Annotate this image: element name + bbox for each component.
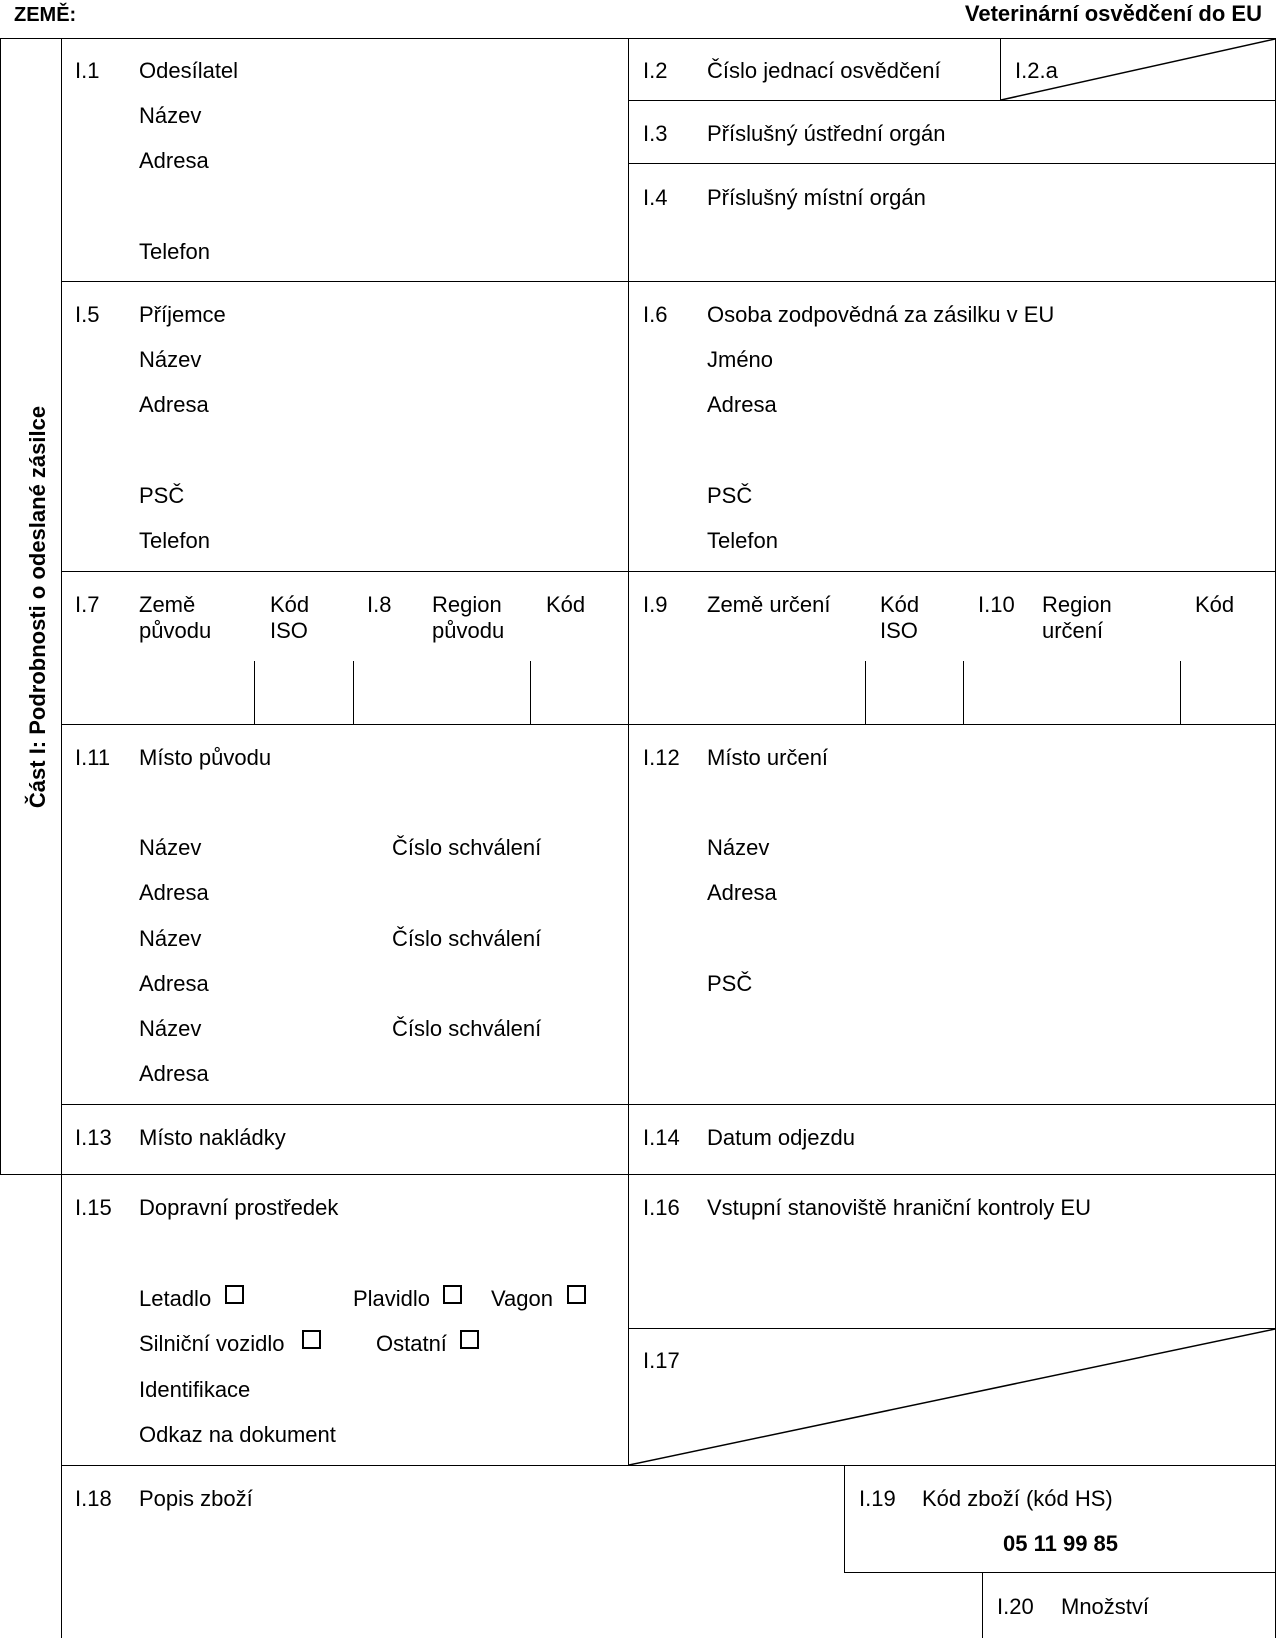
i4-number: I.4 (643, 185, 668, 210)
transport-option-other-label: Ostatní (376, 1331, 447, 1356)
i10-number: I.10 (978, 592, 1015, 617)
i7-label-line1: Země (139, 592, 196, 617)
i11-address-1[interactable]: Adresa (139, 880, 209, 905)
i12-label: Místo určení (707, 745, 829, 770)
i10-label-line1: Region (1042, 592, 1112, 617)
i12-address[interactable]: Adresa (707, 880, 777, 905)
i7-code-line2: ISO (270, 618, 308, 643)
i10-code: Kód (1195, 592, 1235, 617)
i4-label[interactable]: Příslušný místní orgán (707, 185, 926, 210)
i17-diagonal (629, 1329, 1275, 1465)
i2-number: I.2 (643, 58, 668, 83)
transport-option-vessel-checkbox[interactable] (443, 1285, 462, 1304)
certificate-title: Veterinární osvědčení do EU (964, 1, 1262, 26)
transport-option-aircraft-label: Letadlo (139, 1286, 212, 1311)
i8-label-line1: Region (432, 592, 502, 617)
i6-name[interactable]: Jméno (707, 347, 774, 372)
i9-code-line2: ISO (880, 618, 918, 643)
i6-label: Osoba zodpovědná za zásilku v EU (707, 302, 1055, 327)
i5-label: Příjemce (139, 302, 226, 327)
i11-name-2[interactable]: Název (139, 926, 202, 951)
i11-number: I.11 (75, 745, 111, 770)
i11-name-3[interactable]: Název (139, 1016, 202, 1041)
i13-number: I.13 (75, 1125, 112, 1150)
i20-label[interactable]: Množství (1061, 1594, 1150, 1619)
i5-name[interactable]: Název (139, 347, 202, 372)
i16-number: I.16 (643, 1195, 680, 1220)
i10-label-line2: určení (1042, 618, 1104, 643)
i19-label: Kód zboží (kód HS) (922, 1486, 1113, 1511)
i2-label[interactable]: Číslo jednací osvědčení (707, 58, 941, 83)
i8-number: I.8 (367, 592, 392, 617)
i14-label[interactable]: Datum odjezdu (707, 1125, 855, 1150)
i14-number: I.14 (643, 1125, 680, 1150)
i19-hs-code-value: 05 11 99 85 (1003, 1531, 1119, 1556)
i3-label[interactable]: Příslušný ústřední orgán (707, 121, 946, 146)
i5-postcode[interactable]: PSČ (139, 483, 185, 508)
transport-option-vessel-label: Plavidlo (353, 1286, 431, 1311)
i1-label: Odesílatel (139, 58, 239, 83)
i9-label: Země určení (707, 592, 831, 617)
i5-number: I.5 (75, 302, 100, 327)
transport-option-aircraft-checkbox[interactable] (225, 1285, 244, 1304)
transport-option-road-label: Silniční vozidlo (139, 1331, 285, 1356)
i17-number: I.17 (643, 1348, 680, 1373)
i11-name-1[interactable]: Název (139, 835, 202, 860)
i7-code-line1: Kód (270, 592, 310, 617)
i11-address-2[interactable]: Adresa (139, 971, 209, 996)
transport-option-wagon-label: Vagon (491, 1286, 553, 1311)
i11-approval-1[interactable]: Číslo schválení (392, 835, 542, 860)
i9-code-line1: Kód (880, 592, 920, 617)
i5-address[interactable]: Adresa (139, 392, 209, 417)
transport-option-wagon-checkbox[interactable] (567, 1285, 586, 1304)
i11-label: Místo původu (139, 745, 272, 770)
i11-address-3[interactable]: Adresa (139, 1061, 209, 1086)
i11-approval-3[interactable]: Číslo schválení (392, 1016, 542, 1041)
i1-address[interactable]: Adresa (139, 148, 209, 173)
i15-number: I.15 (75, 1195, 112, 1220)
i2a-number: I.2.a (1015, 58, 1058, 83)
i12-name[interactable]: Název (707, 835, 770, 860)
i18-label[interactable]: Popis zboží (139, 1486, 253, 1511)
country-label: ZEMĚ: (14, 4, 77, 26)
i7-number: I.7 (75, 592, 100, 617)
i6-phone[interactable]: Telefon (707, 528, 778, 553)
i12-number: I.12 (643, 745, 680, 770)
i12-postcode[interactable]: PSČ (707, 971, 753, 996)
i6-address[interactable]: Adresa (707, 392, 777, 417)
i1-phone[interactable]: Telefon (139, 239, 210, 264)
i13-label[interactable]: Místo nakládky (139, 1125, 286, 1150)
i9-number: I.9 (643, 592, 668, 617)
i6-postcode[interactable]: PSČ (707, 483, 753, 508)
i18-number: I.18 (75, 1486, 112, 1511)
i20-number: I.20 (997, 1594, 1034, 1619)
i3-number: I.3 (643, 121, 668, 146)
i8-label-line2: původu (432, 618, 505, 643)
i16-label[interactable]: Vstupní stanoviště hraniční kontroly EU (707, 1195, 1091, 1220)
transport-option-other-checkbox[interactable] (460, 1330, 479, 1349)
part-i-side-label: Část I: Podrobnosti o odeslané zásilce (25, 405, 50, 809)
transport-option-road-checkbox[interactable] (302, 1330, 321, 1349)
i5-phone[interactable]: Telefon (139, 528, 210, 553)
i7-label-line2: původu (139, 618, 212, 643)
i15-document-ref[interactable]: Odkaz na dokument (139, 1422, 336, 1447)
i19-number: I.19 (859, 1486, 896, 1511)
i15-label: Dopravní prostředek (139, 1195, 339, 1220)
i8-code: Kód (546, 592, 586, 617)
i1-number: I.1 (75, 58, 100, 83)
i15-identification[interactable]: Identifikace (139, 1377, 251, 1402)
i11-approval-2[interactable]: Číslo schválení (392, 926, 542, 951)
i1-name[interactable]: Název (139, 103, 202, 128)
i6-number: I.6 (643, 302, 668, 327)
